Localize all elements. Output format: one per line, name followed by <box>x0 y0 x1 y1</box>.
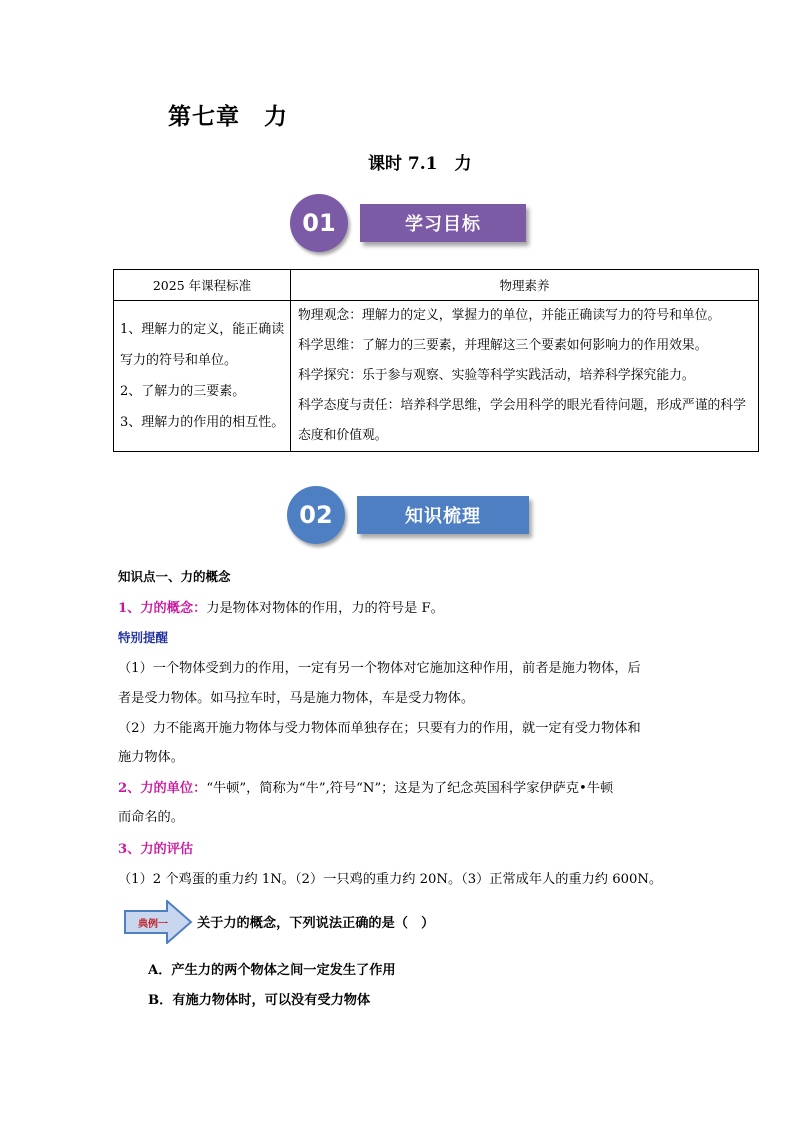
reminder-text: 施力物体。 <box>118 750 184 765</box>
literacy-item: 科学探究：乐于参与观察、实验等科学实践活动，培养科学探究能力。 <box>298 368 695 383</box>
section-label: 学习目标 <box>360 204 526 242</box>
literacy-cell <box>291 301 759 452</box>
unit-text: “牛顿”，简称为“牛”,符号“N”；这是为了纪念英国科学家伊萨克•牛顿 <box>206 781 614 796</box>
reminder-heading: 特别提醒 <box>118 630 169 645</box>
section-banner-01 <box>290 194 550 254</box>
standards-table <box>113 269 759 452</box>
unit-label: 2、力的单位： <box>118 781 207 796</box>
literacy-item: 科学思维：了解力的三要素，并理解这三个要素如何影响力的作用效果。 <box>298 338 708 353</box>
section-label: 知识梳理 <box>357 496 529 534</box>
literacy-item: 物理观念：理解力的定义，掌握力的单位，并能正确读写力的符号和单位。 <box>298 308 721 323</box>
concept-line <box>118 597 444 616</box>
knowledge-point-heading: 知识点一、力的概念 <box>118 569 231 584</box>
standard-item: 2、了解力的三要素。 <box>120 384 246 399</box>
section-number-badge: 01 <box>290 194 348 252</box>
estimate-text: （1）2 个鸡蛋的重力约 1N。（2）一只鸡的重力约 20N。（3）正常成年人的重力约 600N。 <box>118 872 663 887</box>
option-b: B．有施力物体时，可以没有受力物体 <box>148 993 371 1008</box>
standard-item: 1、理解力的定义，能正确读写力的符号和单位。 <box>120 322 285 368</box>
option-a: A．产生力的两个物体之间一定发生了作用 <box>148 963 396 978</box>
reminder-text: （2）力不能离开施力物体与受力物体而单独存在；只要有力的作用，就一定有受力物体和 <box>118 721 641 736</box>
table-header-standards: 2025 年课程标准 <box>114 270 291 301</box>
literacy-item: 科学态度与责任：培养科学思维，学会用科学的眼光看待问题，形成严谨的科学态度和价值观。 <box>298 398 746 443</box>
section-number-badge: 02 <box>287 486 345 544</box>
table-row <box>114 301 759 452</box>
concept-label: 1、力的概念： <box>118 601 207 616</box>
unit-line <box>118 777 613 796</box>
example-tag: 典例一 <box>138 919 168 930</box>
reminder-text: 者是受力物体。如马拉车时，马是施力物体，车是受力物体。 <box>118 691 475 706</box>
concept-text: 力是物体对物体的作用，力的符号是 F。 <box>206 601 444 616</box>
lesson-title: 课时 7.1 力 <box>368 154 472 174</box>
standard-item: 3、理解力的作用的相互性。 <box>120 415 285 430</box>
chapter-title: 第七章 力 <box>168 103 288 130</box>
example-question: 关于力的概念，下列说法正确的是（ ） <box>197 916 435 931</box>
table-header-literacy: 物理素养 <box>291 270 759 301</box>
unit-text-continued: 而命名的。 <box>118 810 184 825</box>
table-header-row <box>114 270 759 301</box>
reminder-text: （1）一个物体受到力的作用，一定有另一个物体对它施加这种作用，前者是施力物体，后 <box>118 661 641 676</box>
standards-cell <box>114 301 291 452</box>
section-banner-02 <box>287 486 547 546</box>
estimate-heading: 3、力的评估 <box>118 842 194 857</box>
